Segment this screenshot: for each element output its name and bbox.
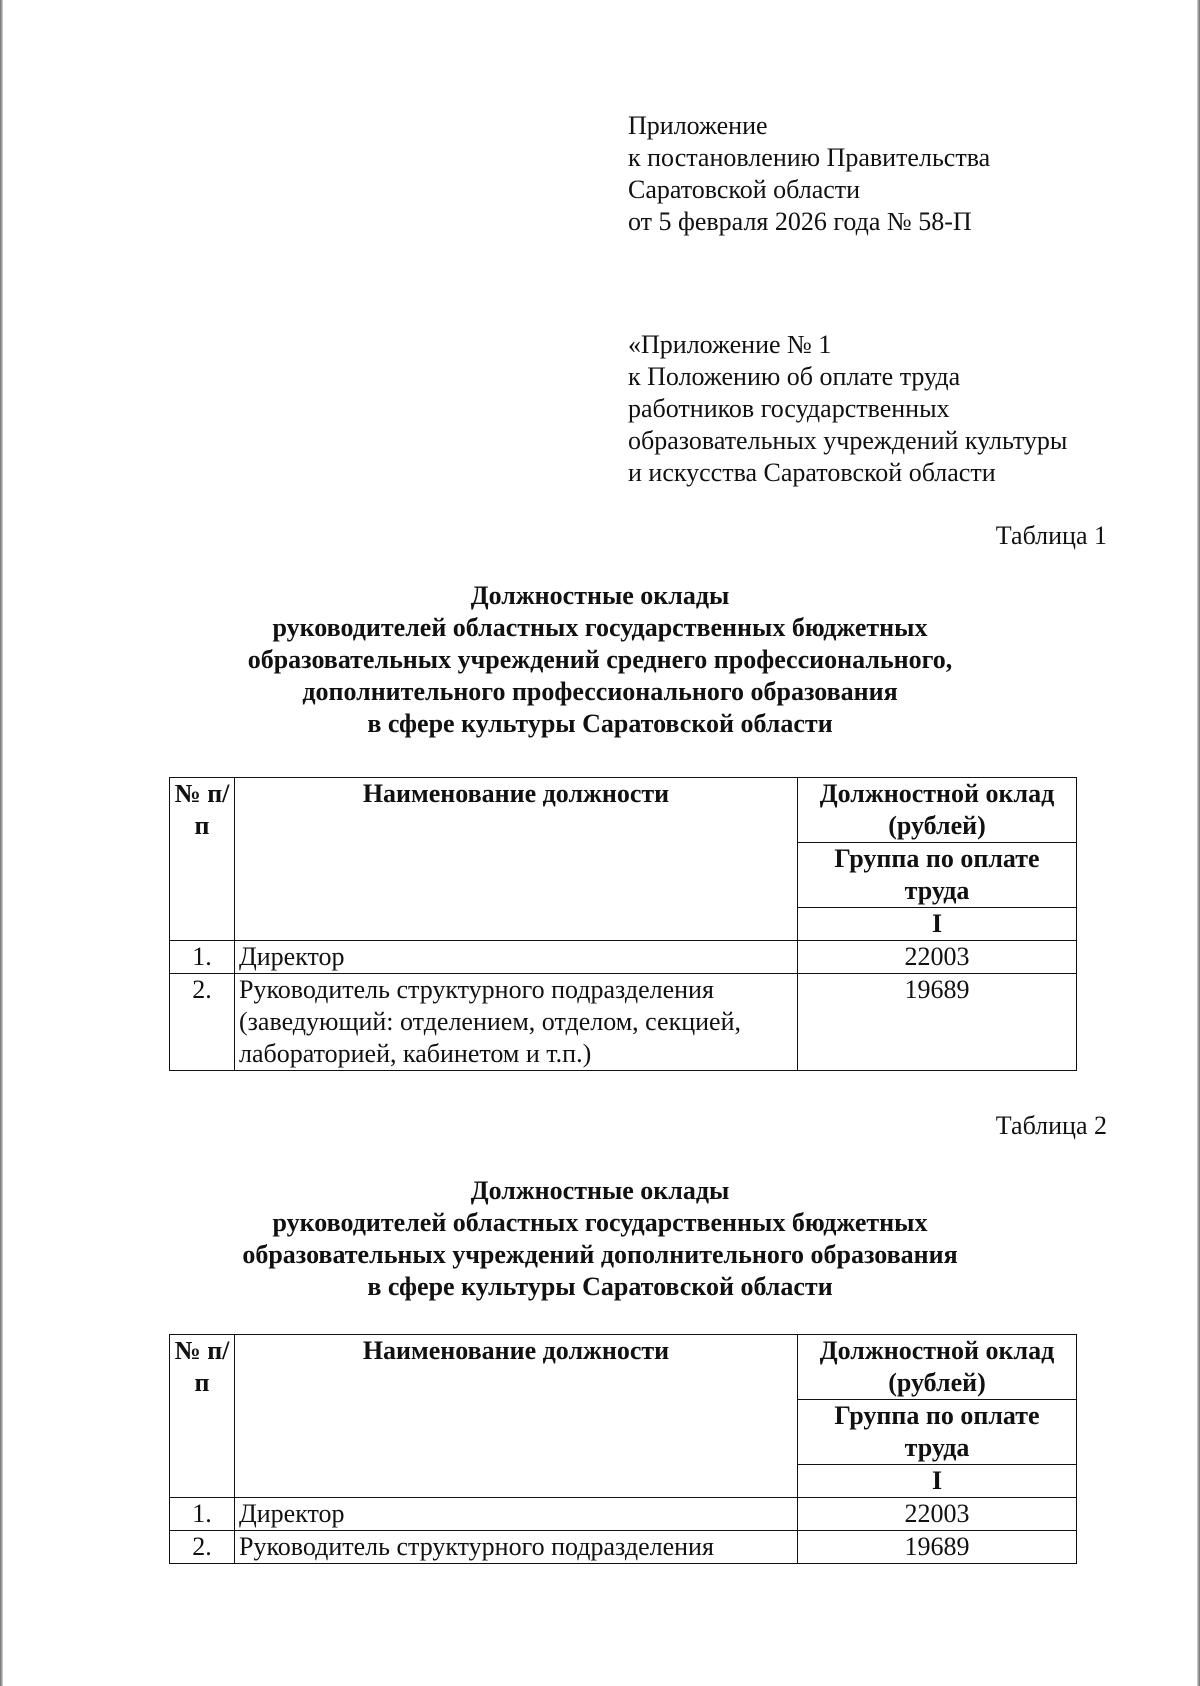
header-position: Наименование должности (235, 778, 798, 941)
sub-appendix-line: образовательных учреждений культуры (628, 426, 1068, 455)
sub-appendix-header (628, 329, 1067, 489)
header-salary: Должностной оклад (рублей) (798, 778, 1077, 843)
table-row (170, 1531, 1077, 1564)
title-line: руководителей областных государственных бюджетных (272, 1208, 928, 1237)
sub-appendix-line: «Приложение № 1 (628, 330, 832, 359)
row-salary: 22003 (798, 941, 1077, 974)
appendix-line: от 5 февраля 2026 года № 58-П (628, 207, 972, 236)
header-pay-group: Группа по оплате труда (798, 1400, 1077, 1465)
title-line: Должностные оклады (470, 1176, 730, 1205)
sub-appendix-line: и искусства Саратовской области (628, 458, 996, 487)
table-2-title (0, 1175, 1200, 1303)
row-position: Руководитель структурного подразделения (заведующий: отделением, отделом, секцией, лабораторией, кабинетом и т.п.) (235, 974, 798, 1071)
table-1-label: Таблица 1 (995, 521, 1107, 550)
table-2-label: Таблица 2 (995, 1111, 1107, 1140)
title-line: образовательных учреждений дополнительного образования (242, 1240, 958, 1269)
table-header-row (170, 778, 1077, 843)
title-line: Должностные оклады (470, 581, 730, 610)
table-row (170, 941, 1077, 974)
sub-appendix-line: к Положению об оплате труда (628, 362, 961, 391)
row-position: Директор (235, 1498, 798, 1531)
header-group-value: I (798, 908, 1077, 941)
appendix-line: Приложение (628, 111, 768, 140)
row-salary: 19689 (798, 1531, 1077, 1564)
table-header-row (170, 1335, 1077, 1400)
title-line: в сфере культуры Саратовской области (367, 709, 833, 738)
scan-edge-left (0, 0, 3, 1686)
title-line: в сфере культуры Саратовской области (367, 1272, 833, 1301)
table-row (170, 1498, 1077, 1531)
header-position: Наименование должности (235, 1335, 798, 1498)
row-num: 2. (170, 974, 235, 1071)
appendix-line: Саратовской области (628, 175, 861, 204)
row-num: 1. (170, 941, 235, 974)
title-line: дополнительного профессионального образования (302, 677, 898, 706)
row-num: 2. (170, 1531, 235, 1564)
table-row (170, 974, 1077, 1071)
salary-table-2 (169, 1334, 1077, 1564)
header-num: № п/п (170, 778, 235, 941)
row-position: Руководитель структурного подразделения (235, 1531, 798, 1564)
sub-appendix-line: работников государственных (628, 394, 950, 423)
row-salary: 19689 (798, 974, 1077, 1071)
table-1-title (0, 580, 1200, 740)
appendix-header (628, 110, 990, 238)
row-position: Директор (235, 941, 798, 974)
appendix-line: к постановлению Правительства (628, 143, 991, 172)
header-group-value: I (798, 1465, 1077, 1498)
header-pay-group: Группа по оплате труда (798, 843, 1077, 908)
title-line: образовательных учреждений среднего профессионального, (247, 645, 953, 674)
header-num: № п/п (170, 1335, 235, 1498)
header-salary: Должностной оклад (рублей) (798, 1335, 1077, 1400)
title-line: руководителей областных государственных бюджетных (272, 613, 928, 642)
salary-table-1 (169, 777, 1077, 1071)
row-salary: 22003 (798, 1498, 1077, 1531)
row-num: 1. (170, 1498, 235, 1531)
